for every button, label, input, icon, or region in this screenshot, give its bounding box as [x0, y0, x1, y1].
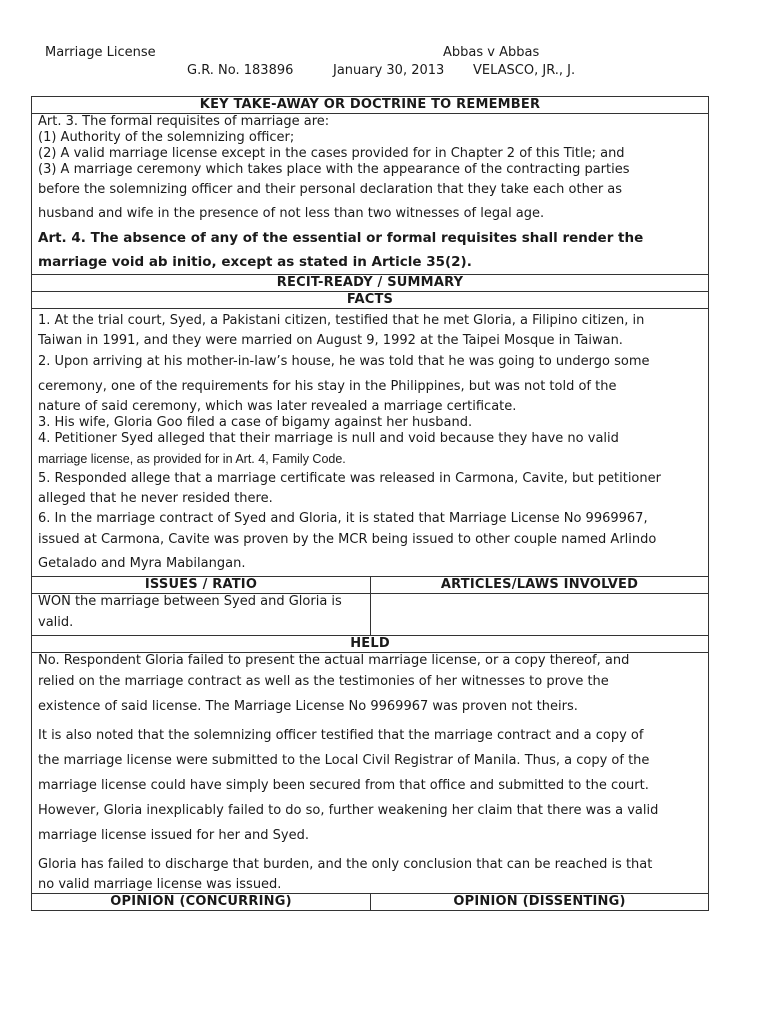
- decision-date: January 30, 2013: [333, 63, 445, 78]
- art4-line: Art. 4. The absence of any of the essential or formal requisites shall render the: [38, 230, 644, 246]
- doctrine-heading: KEY TAKE-AWAY OR DOCTRINE TO REMEMBER: [32, 97, 709, 114]
- fact-line: 4. Petitioner Syed alleged that their marriage is null and void because they have no valid: [38, 431, 619, 446]
- held-heading-row: [32, 636, 709, 653]
- facts-cell: [32, 309, 709, 577]
- held-line: marriage license could have simply been secured from that office and submitted to the court.: [38, 778, 649, 793]
- facts-heading-row: [32, 292, 709, 309]
- fact-line: 5. Responded allege that a marriage certificate was released in Carmona, Cavite, but petitioner: [38, 471, 661, 486]
- topic-label: Marriage License: [45, 45, 156, 60]
- fact-line: nature of said ceremony, which was later revealed a marriage certificate.: [38, 399, 517, 414]
- art3-line: (2) A valid marriage license except in the cases provided for in Chapter 2 of this Title; and: [38, 146, 625, 161]
- art3-line: (3) A marriage ceremony which takes place with the appearance of the contracting parties: [38, 162, 630, 177]
- gr-number: G.R. No. 183896: [187, 63, 294, 78]
- doctrine-heading-row: [32, 97, 709, 114]
- fact-line: Getalado and Myra Mabilangan.: [38, 556, 246, 571]
- held-line: However, Gloria inexplicably failed to do so, further weakening her claim that there was a valid: [38, 803, 659, 818]
- art4-line: marriage void ab initio, except as stated in Article 35(2).: [38, 254, 472, 270]
- summary-heading-row: [32, 275, 709, 292]
- opinions-row: [32, 894, 709, 911]
- art3-line: (1) Authority of the solemnizing officer;: [38, 130, 295, 145]
- issues-heading: ISSUES / RATIO: [32, 577, 371, 594]
- art3-line: husband and wife in the presence of not less than two witnesses of legal age.: [38, 206, 545, 221]
- held-line: the marriage license were submitted to the Local Civil Registrar of Manila. Thus, a copy of the: [38, 753, 650, 768]
- issues-row: [32, 594, 709, 636]
- fact-line: ceremony, one of the requirements for his stay in the Philippines, but was not told of the: [38, 379, 617, 394]
- case-digest-table: [31, 96, 709, 911]
- fact-line: 6. In the marriage contract of Syed and Gloria, it is stated that Marriage License No 9969967,: [38, 511, 648, 526]
- fact-line: 1. At the trial court, Syed, a Pakistani citizen, testified that he met Gloria, a Filipino citizen, in: [38, 313, 645, 328]
- held-heading: HELD: [32, 636, 709, 653]
- held-line: no valid marriage license was issued.: [38, 877, 282, 892]
- fact-line: issued at Carmona, Cavite was proven by the MCR being issued to other couple named Arlindo: [38, 532, 657, 547]
- issue-cell: [32, 594, 371, 636]
- art3-line: Art. 3. The formal requisites of marriage are:: [38, 114, 330, 129]
- held-line: Gloria has failed to discharge that burden, and the only conclusion that can be reached is that: [38, 857, 653, 872]
- facts-heading: FACTS: [32, 292, 709, 309]
- fact-line: alleged that he never resided there.: [38, 491, 273, 506]
- laws-cell: [371, 594, 709, 636]
- held-line: relied on the marriage contract as well as the testimonies of her witnesses to prove the: [38, 674, 609, 689]
- art3-line: before the solemnizing officer and their personal declaration that they take each other as: [38, 182, 623, 197]
- opinion-concurring-heading: OPINION (CONCURRING): [32, 894, 371, 911]
- opinion-dissenting-heading: OPINION (DISSENTING): [371, 894, 709, 911]
- ponente: VELASCO, JR., J.: [473, 63, 576, 78]
- doctrine-cell: [32, 114, 709, 275]
- held-row: [32, 653, 709, 894]
- held-line: It is also noted that the solemnizing officer testified that the marriage contract and a copy of: [38, 728, 644, 743]
- fact-line: 2. Upon arriving at his mother-in-law’s house, he was told that he was going to undergo some: [38, 354, 650, 369]
- issue-line: WON the marriage between Syed and Gloria is: [38, 594, 342, 609]
- issues-heading-row: [32, 577, 709, 594]
- case-title: Abbas v Abbas: [443, 45, 540, 60]
- held-line: existence of said license. The Marriage License No 9969967 was proven not theirs.: [38, 699, 578, 714]
- fact-line: Taiwan in 1991, and they were married on August 9, 1992 at the Taipei Mosque in Taiwan.: [38, 333, 623, 348]
- held-cell: [32, 653, 709, 894]
- facts-row: [32, 309, 709, 577]
- held-line: No. Respondent Gloria failed to present the actual marriage license, or a copy thereof, and: [38, 653, 630, 668]
- held-line: marriage license issued for her and Syed.: [38, 828, 309, 843]
- issue-line: valid.: [38, 615, 74, 630]
- summary-heading: RECIT-READY / SUMMARY: [32, 275, 709, 292]
- fact-line: marriage license, as provided for in Art. 4, Family Code.: [38, 452, 346, 466]
- doctrine-row: [32, 114, 709, 275]
- laws-heading: ARTICLES/LAWS INVOLVED: [371, 577, 709, 594]
- fact-line: 3. His wife, Gloria Goo filed a case of bigamy against her husband.: [38, 415, 473, 430]
